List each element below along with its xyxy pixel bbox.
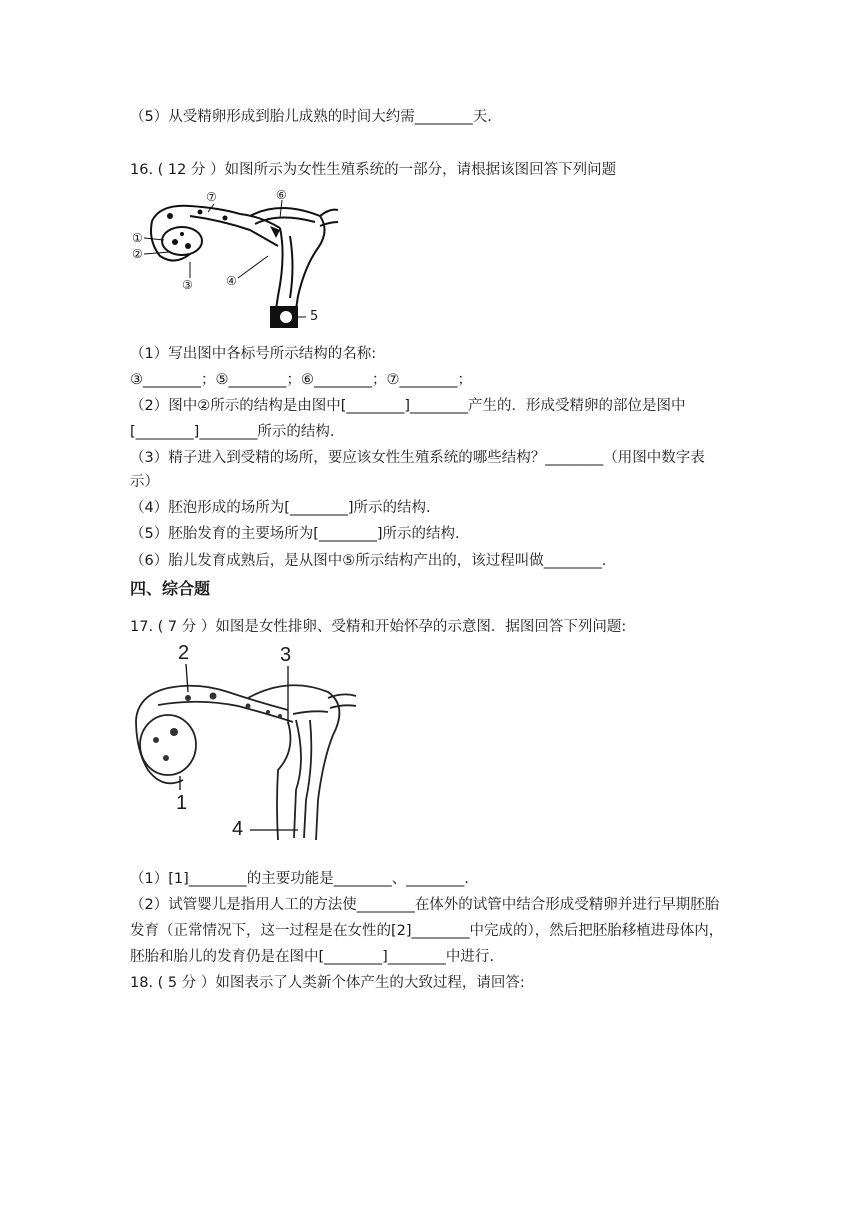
q17-label-2: 2 [178,642,190,664]
q16-part4: （4）胚泡形成的场所为[________]所示的结构. [130,500,431,516]
q16-part2-line2: [________]________所示的结构. [130,424,335,440]
q17-part1: （1）[1]________的主要功能是________、________. [130,871,469,887]
q17-title: 17. ( 7 分 ）如图是女性排卵、受精和开始怀孕的示意图．据图回答下列问题: [130,619,627,635]
q17-part2-line3: 胚胎和胎儿的发育仍是在图中[________]________中进行. [130,949,494,965]
q17-part2-line1: （2）试管婴儿是指用人工的方法使________在体外的试管中结合形成受精卵并进行早期胚胎 [130,897,720,913]
q16-part2-line1: （2）图中②所示的结构是由图中[________]________产生的．形成受精卵的部位是图中 [130,398,686,414]
q16-label-5: 5 [310,309,319,324]
q16-part1-prompt: （1）写出图中各标号所示结构的名称: [130,346,377,362]
q17-part2-line2: 发育（正常情况下，这一过程是在女性的[2]________中完成的），然后把胚胎移植进母体内， [130,923,724,939]
q16-part3-line1: （3）精子进入到受精的场所，要应该女性生殖系统的哪些结构？________（用图中数字表 [130,450,705,466]
q16-title: 16. ( 12 分 ）如图所示为女性生殖系统的一部分，请根据该图回答下列问题 [130,162,617,178]
q16-figure-female-reproductive-system [130,186,340,334]
q17-figure-ovulation-fertilization [128,640,358,845]
section4-heading: 四、综合题 [130,579,211,598]
q16-label-7: ⑦ [206,190,217,204]
q16-part3-line2: 示） [130,474,159,490]
q16-label-6: ⑥ [276,188,287,202]
q16-label-2: ② [132,247,143,261]
q15-part5: （5）从受精卵形成到胎儿成熟的时间大约需________天. [130,109,492,125]
q16-diagram [130,186,340,334]
q16-part5: （5）胚胎发育的主要场所为[________]所示的结构. [130,526,460,542]
q16-label-3: ③ [182,278,193,292]
q16-label-4: ④ [226,274,237,288]
q16-label-1: ① [132,231,143,245]
q16-part6: （6）胎儿发育成熟后，是从图中⑤所示结构产出的，该过程叫做________. [130,553,607,569]
q17-diagram [128,640,358,845]
q17-label-1: 1 [176,792,188,814]
q17-label-4: 4 [232,818,244,840]
q18-title: 18. ( 5 分 ）如图表示了人类新个体产生的大致过程，请回答: [130,975,525,991]
q16-part1-blanks: ③________；⑤________；⑥________；⑦________； [130,372,472,388]
q17-label-3: 3 [280,644,292,666]
